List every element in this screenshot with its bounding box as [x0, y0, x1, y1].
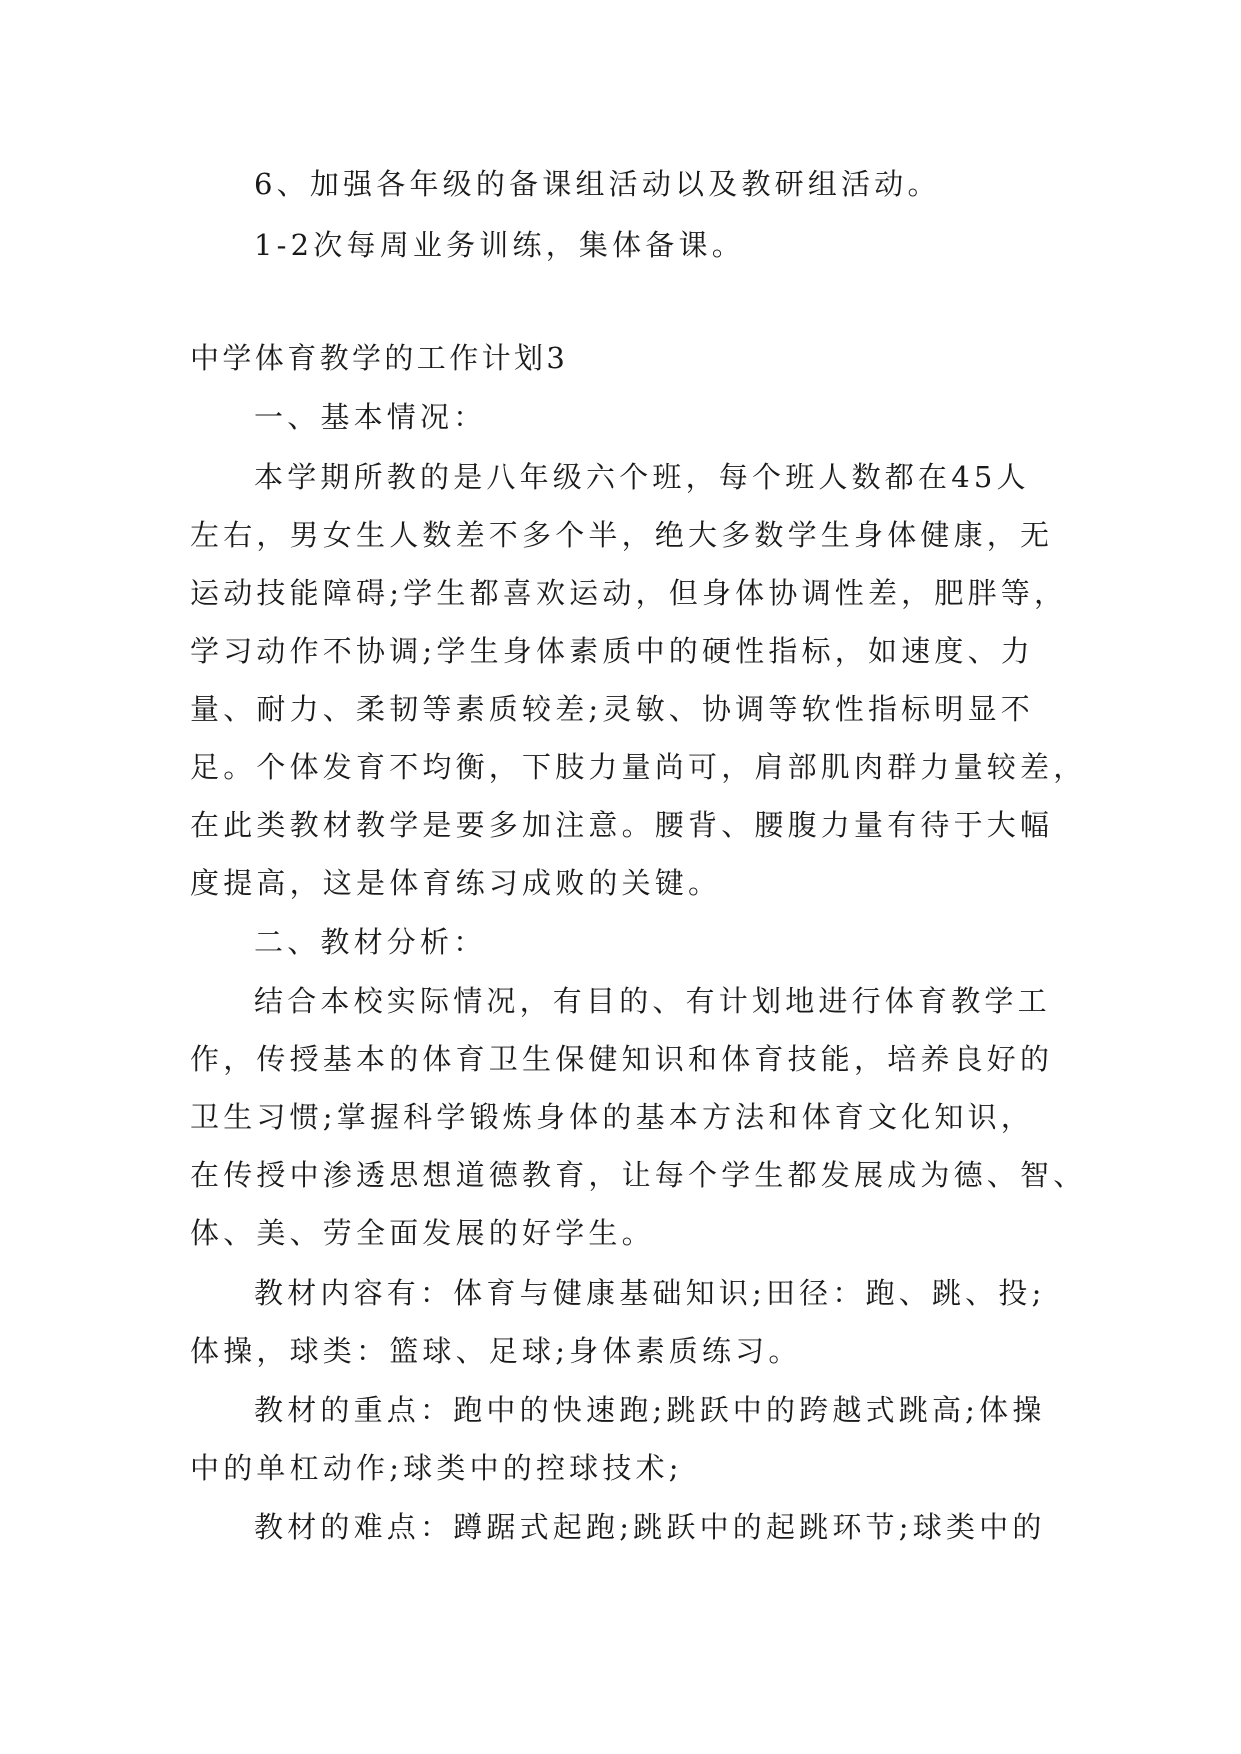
paragraph-1-line-4: 学习动作不协调;学生身体素质中的硬性指标，如速度、力: [190, 634, 1034, 668]
heading-material-analysis: 二、教材分析：: [254, 925, 487, 959]
paragraph-2-line-3: 卫生习惯;掌握科学锻炼身体的基本方法和体育文化知识，: [190, 1100, 1034, 1134]
heading-basic-situation: 一、基本情况：: [254, 400, 487, 434]
paragraph-1-line-2: 左右，男女生人数差不多个半，绝大多数学生身体健康，无: [190, 518, 1054, 552]
paragraph-2-line-4: 在传授中渗透思想道德教育，让每个学生都发展成为德、智、: [190, 1158, 1087, 1192]
paragraph-1-line-5: 量、耐力、柔韧等素质较差;灵敏、协调等软性指标明显不: [190, 692, 1034, 726]
paragraph-5-line-1: 教材的难点：蹲踞式起跑;跳跃中的起跳环节;球类中的: [254, 1510, 1046, 1544]
section-title: 中学体育教学的工作计划3: [190, 341, 569, 375]
intro-line-1: 6、加强各年级的备课组活动以及教研组活动。: [254, 167, 941, 201]
paragraph-4-line-2: 中的单杠动作;球类中的控球技术;: [190, 1451, 683, 1485]
paragraph-1-line-1: 本学期所教的是八年级六个班，每个班人数都在45人: [254, 460, 1030, 494]
paragraph-1-line-7: 在此类教材教学是要多加注意。腰背、腰腹力量有待于大幅: [190, 808, 1054, 842]
paragraph-3-line-1: 教材内容有：体育与健康基础知识;田径：跑、跳、投;: [254, 1276, 1046, 1310]
paragraph-2-line-1: 结合本校实际情况，有目的、有计划地进行体育教学工: [254, 984, 1051, 1018]
paragraph-2-line-5: 体、美、劳全面发展的好学生。: [190, 1216, 655, 1250]
paragraph-4-line-1: 教材的重点：跑中的快速跑;跳跃中的跨越式跳高;体操: [254, 1393, 1046, 1427]
intro-line-2: 1-2次每周业务训练，集体备课。: [254, 228, 745, 262]
paragraph-2-line-2: 作，传授基本的体育卫生保健知识和体育技能，培养良好的: [190, 1042, 1054, 1076]
paragraph-3-line-2: 体操，球类：篮球、足球;身体素质练习。: [190, 1334, 802, 1368]
paragraph-1-line-3: 运动技能障碍;学生都喜欢运动，但身体协调性差，肥胖等，: [190, 576, 1068, 610]
paragraph-1-line-8: 度提高，这是体育练习成败的关键。: [190, 866, 722, 900]
paragraph-1-line-6: 足。个体发育不均衡，下肢力量尚可，肩部肌肉群力量较差，: [190, 750, 1087, 784]
